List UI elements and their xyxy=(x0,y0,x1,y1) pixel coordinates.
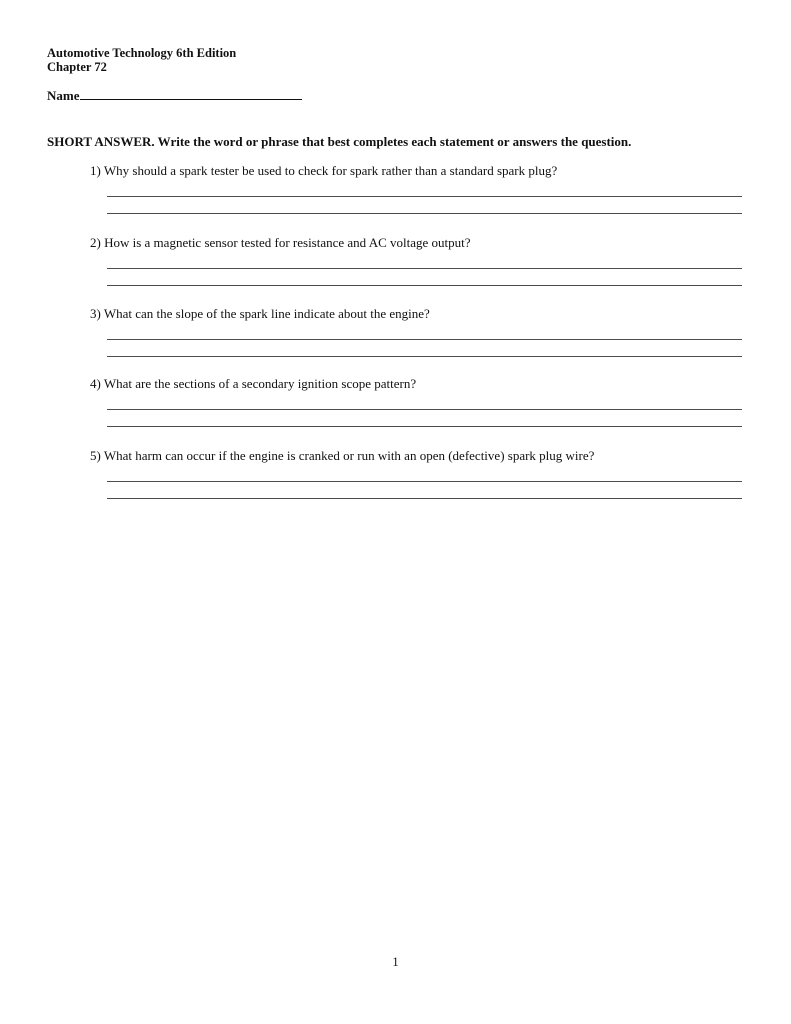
question-number: 1) xyxy=(90,163,101,178)
question-number: 2) xyxy=(90,235,101,250)
question-text xyxy=(90,235,750,250)
question-body: Why should a spark tester be used to check for spark rather than a standard spark plug? xyxy=(103,163,558,178)
question-text xyxy=(90,448,750,463)
answer-line xyxy=(107,498,742,499)
section-instruction: SHORT ANSWER. Write the word or phrase that best completes each statement or answers the question. xyxy=(47,134,632,149)
question-text xyxy=(90,163,750,178)
document-header xyxy=(47,46,236,74)
answer-line xyxy=(107,196,742,197)
question-body: What harm can occur if the engine is cranked or run with an open (defective) spark plug wire? xyxy=(103,448,595,463)
answer-line xyxy=(107,339,742,340)
question-body: What can the slope of the spark line indicate about the engine? xyxy=(103,306,430,321)
question-number: 4) xyxy=(90,376,101,391)
question-number: 3) xyxy=(90,306,101,321)
book-title: Automotive Technology 6th Edition xyxy=(47,46,237,60)
answer-line xyxy=(107,213,742,214)
answer-line xyxy=(107,426,742,427)
answer-line xyxy=(107,356,742,357)
question-body: How is a magnetic sensor tested for resistance and AC voltage output? xyxy=(104,235,471,250)
answer-line xyxy=(107,268,742,269)
answer-line xyxy=(107,409,742,410)
answer-line xyxy=(107,481,742,482)
answer-line xyxy=(107,285,742,286)
page-number: 1 xyxy=(392,955,399,969)
question-body: What are the sections of a secondary ignition scope pattern? xyxy=(103,376,417,391)
name-label: Name xyxy=(47,88,80,103)
name-row xyxy=(47,86,302,104)
chapter-label: Chapter 72 xyxy=(47,60,107,74)
name-blank-line xyxy=(80,86,302,100)
question-text xyxy=(90,306,750,321)
question-text xyxy=(90,376,750,391)
question-number: 5) xyxy=(90,448,101,463)
